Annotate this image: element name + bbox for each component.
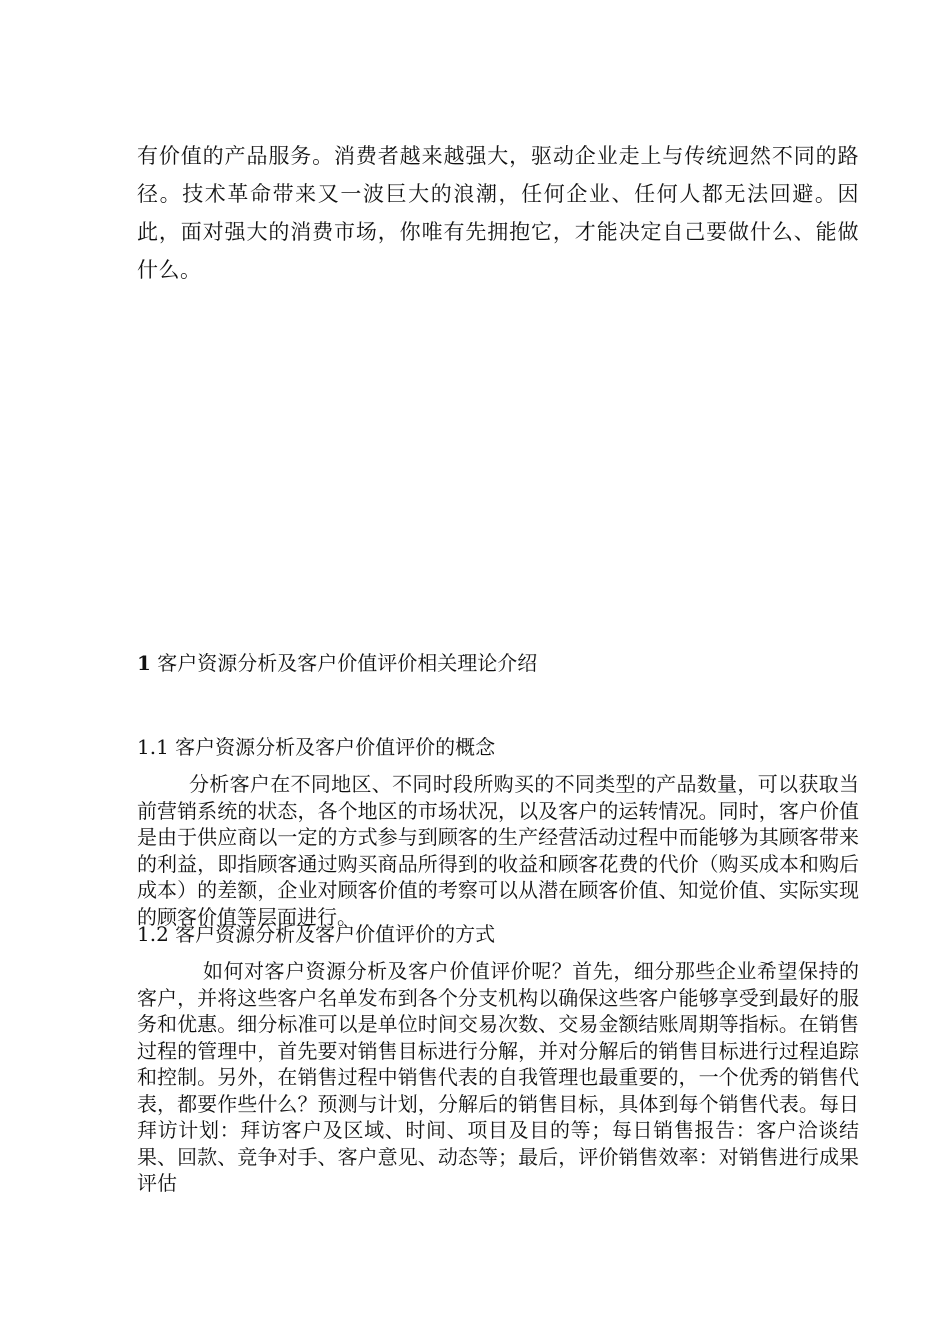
- section-1-heading: [137, 648, 859, 678]
- section-1-title: 客户资源分析及客户价值评价相关理论介绍: [157, 651, 538, 675]
- section-1-1-heading: [137, 733, 859, 761]
- intro-paragraph: 有价值的产品服务。消费者越来越强大，驱动企业走上与传统迥然不同的路径。技术革命带来又一波巨大的浪潮，任何企业、任何人都无法回避。因此，面对强大的消费市场，你唯有先拥抱它，才能决定自己要做什么、能做什么。: [137, 144, 859, 282]
- section-1-1-number: 1.1: [137, 735, 169, 759]
- section-1-number: 1: [137, 651, 151, 675]
- section-1-2-title: 客户资源分析及客户价值评价的方式: [175, 922, 496, 946]
- section-1-2-heading: [137, 920, 859, 948]
- section-1-2-number: 1.2: [137, 922, 169, 946]
- section-1-1-title: 客户资源分析及客户价值评价的概念: [175, 735, 496, 759]
- section-1-1-paragraph: 分析客户在不同地区、不同时段所购买的不同类型的产品数量，可以获取当前营销系统的状态，各个地区的市场状况，以及客户的运转情况。同时，客户价值是由于供应商以一定的方式参与到顾客的生产经营活动过程中而能够为其顾客带来的利益，即指顾客通过购买商品所得到的收益和顾客花费的代价（购买成本和购后成本）的差额，企业对顾客价值的考察可以从潜在顾客价值、知觉价值、实际实现的顾客价值等层面进行。: [137, 772, 859, 929]
- section-1-2-paragraph: 如何对客户资源分析及客户价值评价呢？首先，细分那些企业希望保持的客户，并将这些客户名单发布到各个分支机构以确保这些客户能够享受到最好的服务和优惠。细分标准可以是单位时间交易次数、交易金额结账周期等指标。在销售过程的管理中，首先要对销售目标进行分解，并对分解后的销售目标进行过程追踪和控制。另外，在销售过程中销售代表的自我管理也最重要的，一个优秀的销售代表，都要作些什么？预测与计划，分解后的销售目标，具体到每个销售代表。每日拜访计划：拜访客户及区域、时间、项目及目的等；每日销售报告：客户洽谈结果、回款、竞争对手、客户意见、动态等；最后，评价销售效率：对销售进行成果评估: [137, 959, 859, 1195]
